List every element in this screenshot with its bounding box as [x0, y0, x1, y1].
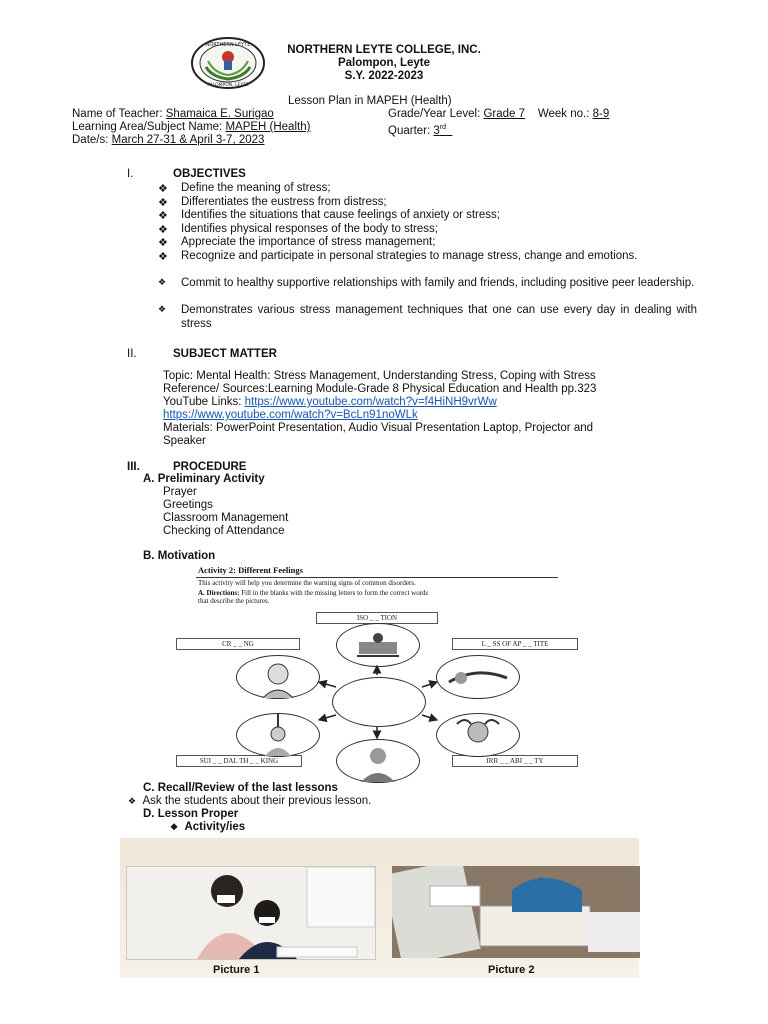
list-item — [158, 250, 698, 277]
objective-text: Recognize and participate in personal strategies to manage stress, change and emotions. — [181, 249, 638, 262]
subject-matter-number: II. — [127, 348, 137, 360]
materials-line-2: Speaker — [163, 435, 206, 447]
bullet-icon: ❖ — [158, 210, 168, 223]
pictures-panel — [120, 838, 639, 978]
preliminary-item: Prayer — [163, 486, 197, 498]
area-row — [72, 121, 310, 135]
bullet-icon: ❖ — [158, 250, 168, 263]
activity-intro: This activity will help you determine the warning signs of common disorders. — [198, 579, 416, 587]
objective-text: Demonstrates various stress management techniques that one can use every day in dealing with stress — [181, 304, 697, 330]
week-label: Week no.: — [537, 108, 590, 120]
blank-box-irritability: IRR _ _ ABI _ _ TY — [452, 755, 578, 767]
recall-title: C. Recall/Review of the last lessons — [143, 782, 338, 794]
list-item — [158, 277, 698, 304]
preliminary-item: Greetings — [163, 499, 213, 511]
grade-value: Grade 7 — [483, 108, 526, 120]
plan-title: Lesson Plan in MAPEH (Health) — [288, 95, 452, 107]
activities-subtitle — [170, 821, 245, 835]
activity-title: Activity 2: Different Feelings — [198, 565, 303, 575]
bullet-icon: ❖ — [158, 223, 168, 236]
activity-directions-2: that describe the pictures. — [198, 597, 270, 605]
bullet-icon: ❖ — [158, 237, 168, 250]
bullet-icon: ❖ — [158, 304, 167, 315]
objective-text: Identifies the situations that cause feelings of anxiety or stress; — [181, 209, 500, 222]
directions-label: A. Directions: — [198, 589, 240, 597]
teacher-row — [72, 108, 274, 122]
objective-text: Commit to healthy supportive relationships with family and friends, including positive peer leadership. — [181, 277, 695, 290]
youtube-label: YouTube Links: — [163, 396, 245, 408]
area-label: Learning Area/Subject Name: — [72, 121, 223, 133]
bullet-icon: ❖ — [158, 277, 167, 288]
objective-text: Appreciate the importance of stress management; — [181, 236, 436, 249]
list-item — [158, 236, 698, 250]
youtube-link-2[interactable]: https://www.youtube.com/watch?v=BcLn91noWLk — [163, 409, 418, 421]
school-year: S.Y. 2022-2023 — [344, 70, 424, 82]
list-item — [158, 196, 698, 210]
topic-line: Topic: Mental Health: Stress Management, Understanding Stress, Coping with Stress — [163, 370, 596, 382]
objective-text: Define the meaning of stress; — [181, 182, 331, 194]
teacher-label: Name of Teacher: — [72, 108, 163, 120]
bullet-icon: ❖ — [170, 822, 179, 832]
list-item — [158, 209, 698, 223]
area-value: MAPEH (Health) — [225, 121, 311, 133]
quarter-value: 3 — [433, 124, 440, 137]
grade-row — [388, 108, 609, 122]
quarter-row — [388, 121, 452, 138]
objectives-number: I. — [127, 168, 134, 180]
bullet-icon: ❖ — [158, 196, 168, 209]
week-value: 8-9 — [592, 108, 610, 120]
recall-item-text: Ask the students about their previous lesson. — [142, 795, 372, 807]
blank-box-suicidal-thinking: SUI _ _ DAL TH _ _ KING — [176, 755, 302, 767]
reference-line: Reference/ Sources:Learning Module-Grade 8 Physical Education and Health pp.323 — [163, 383, 597, 395]
college-location: Palompon, Leyte — [337, 57, 431, 69]
teacher-value: Shamaica E. Surigao — [165, 108, 274, 120]
recall-item — [128, 795, 371, 809]
bullet-icon: ❖ — [128, 796, 137, 806]
date-label: Date/s: — [72, 134, 109, 146]
youtube-line — [163, 396, 497, 410]
college-name: NORTHERN LEYTE COLLEGE, INC. — [287, 44, 481, 56]
date-value: March 27-31 & April 3-7, 2023 — [111, 134, 265, 146]
connector-arrows — [150, 563, 630, 781]
procedure-title: PROCEDURE — [173, 461, 247, 473]
quarter-superscript: rd — [439, 124, 447, 131]
preliminary-activity-title: A. Preliminary Activity — [143, 473, 265, 485]
youtube-link-2-row — [163, 409, 418, 423]
picture-2-label: Picture 2 — [488, 964, 535, 976]
list-item — [158, 223, 698, 237]
lesson-proper-title: D. Lesson Proper — [143, 808, 239, 820]
directions-text: Fill in the blanks with the missing letters to form the correct words — [239, 589, 429, 597]
list-item — [158, 304, 698, 331]
procedure-number: III. — [127, 461, 140, 473]
motivation-title: B. Motivation — [143, 550, 216, 562]
materials-line-1: Materials: PowerPoint Presentation, Audio Visual Presentation Laptop, Projector and — [163, 422, 594, 434]
quarter-label: Quarter: — [388, 124, 431, 137]
picture-1-label: Picture 1 — [213, 964, 260, 976]
preliminary-item: Classroom Management — [163, 512, 289, 524]
grade-label: Grade/Year Level: — [388, 108, 481, 120]
bullet-icon: ❖ — [158, 183, 168, 195]
activities-label: Activity/ies — [184, 821, 246, 833]
blank-box-loss-of-appetite: L _ SS OF AP _ _ TITE — [452, 638, 578, 650]
date-row — [72, 134, 264, 148]
activity-worksheet-image — [150, 563, 630, 781]
svg-text:PALOMPON, LEYTE: PALOMPON, LEYTE — [207, 83, 249, 88]
objectives-title: OBJECTIVES — [173, 168, 246, 180]
preliminary-item: Checking of Attendance — [163, 525, 285, 537]
objectives-list — [158, 182, 698, 332]
youtube-link-1[interactable]: https://www.youtube.com/watch?v=f4HiNH9vrWw — [244, 396, 497, 408]
picture-1-image — [126, 866, 376, 960]
objective-text: Differentiates the eustress from distress; — [181, 195, 387, 208]
objective-text: Identifies physical responses of the body to stress; — [181, 222, 438, 235]
subject-matter-title: SUBJECT MATTER — [173, 348, 277, 360]
blank-box-crying: CR _ _ NG — [176, 638, 300, 650]
svg-text:NORTHERN LEYTE: NORTHERN LEYTE — [205, 42, 251, 48]
blank-box-isolation: ISO _ _ TION — [316, 612, 438, 624]
list-item — [158, 182, 698, 196]
picture-2-image — [392, 866, 640, 958]
